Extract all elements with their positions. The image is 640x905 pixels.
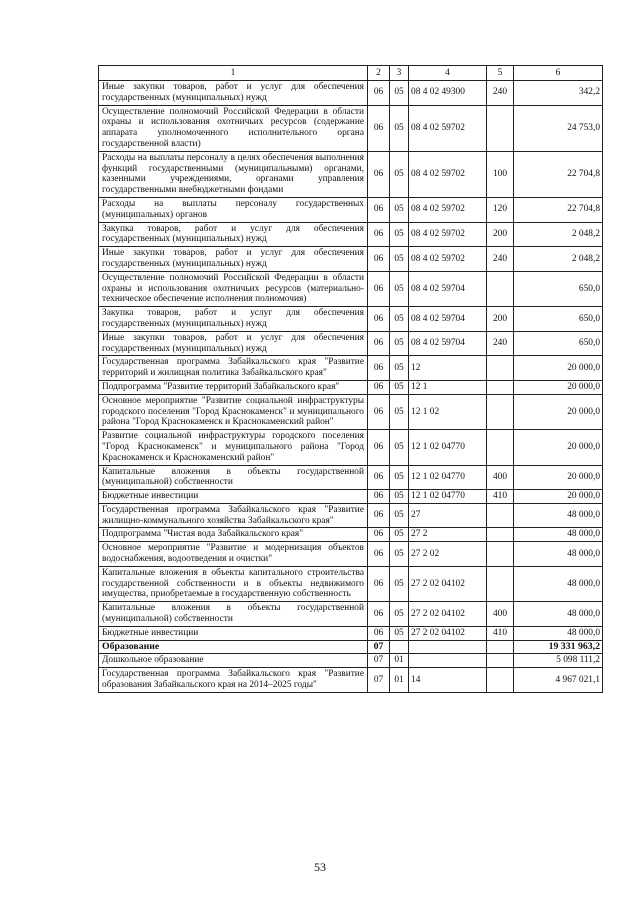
- row-target-code: 12 1 02 04770: [409, 430, 487, 465]
- row-subsection: 05: [390, 626, 409, 640]
- table-row: [99, 271, 603, 306]
- row-target-code: 27 2 02 04102: [409, 566, 487, 601]
- row-subsection: 05: [390, 151, 409, 197]
- table-row: [99, 430, 603, 465]
- row-expense-type: [487, 380, 514, 394]
- row-amount: 24 753,0: [514, 105, 603, 151]
- row-expense-type: 200: [487, 307, 514, 332]
- table-row: [99, 626, 603, 640]
- row-target-code: 08 4 02 59704: [409, 307, 487, 332]
- table-row: [99, 542, 603, 567]
- row-section: 06: [368, 380, 390, 394]
- row-subsection: 05: [390, 271, 409, 306]
- page-number: 53: [314, 860, 326, 874]
- row-target-code: 27 2 02: [409, 542, 487, 567]
- row-target-code: 14: [409, 668, 487, 693]
- row-subsection: 05: [390, 503, 409, 528]
- row-amount: 2 048,2: [514, 247, 603, 272]
- row-section: 06: [368, 151, 390, 197]
- row-expense-type: 120: [487, 197, 514, 222]
- row-target-code: 27 2: [409, 528, 487, 542]
- row-target-code: 27 2 02 04102: [409, 602, 487, 627]
- row-subsection: 05: [390, 331, 409, 356]
- row-name: Капитальные вложения в объекты капитального строительства государственной собственности и в объекты недвижимого имущества, приобретаемые в государственную собственность: [99, 566, 368, 601]
- table-row: [99, 490, 603, 504]
- row-section: 06: [368, 307, 390, 332]
- row-amount: 5 098 111,2: [514, 654, 603, 668]
- row-section: 07: [368, 640, 390, 654]
- row-amount: 22 704,8: [514, 151, 603, 197]
- row-amount: 20 000,0: [514, 490, 603, 504]
- row-amount: 20 000,0: [514, 465, 603, 490]
- row-section: 06: [368, 331, 390, 356]
- row-amount: 48 000,0: [514, 528, 603, 542]
- row-name: Иные закупки товаров, работ и услуг для обеспечения государственных (муниципальных) нужд: [99, 247, 368, 272]
- row-expense-type: [487, 640, 514, 654]
- table-row: [99, 566, 603, 601]
- row-name: Бюджетные инвестиции: [99, 626, 368, 640]
- table-row: [99, 307, 603, 332]
- column-header: 6: [514, 66, 603, 81]
- row-expense-type: [487, 566, 514, 601]
- row-subsection: 05: [390, 197, 409, 222]
- row-amount: 48 000,0: [514, 542, 603, 567]
- row-section: 06: [368, 503, 390, 528]
- row-name: Государственная программа Забайкальского края "Развитие жилищно-коммунального хозяйства Забайкальского края": [99, 503, 368, 528]
- column-header: 5: [487, 66, 514, 81]
- row-name: Подпрограмма "Развитие территорий Забайкальского края": [99, 380, 368, 394]
- row-section: 06: [368, 222, 390, 247]
- row-expense-type: 200: [487, 222, 514, 247]
- row-name: Государственная программа Забайкальского края "Развитие территорий и жилищная политика Забайкальского края": [99, 356, 368, 381]
- row-expense-type: [487, 542, 514, 567]
- row-section: 07: [368, 654, 390, 668]
- row-amount: 48 000,0: [514, 503, 603, 528]
- row-expense-type: 400: [487, 602, 514, 627]
- row-subsection: 01: [390, 654, 409, 668]
- row-subsection: 05: [390, 307, 409, 332]
- row-name: Закупка товаров, работ и услуг для обеспечения государственных (муниципальных) нужд: [99, 222, 368, 247]
- row-subsection: 05: [390, 528, 409, 542]
- row-expense-type: 240: [487, 247, 514, 272]
- row-name: Капитальные вложения в объекты государственной (муниципальной) собственности: [99, 602, 368, 627]
- header-row: [99, 66, 603, 81]
- row-section: 06: [368, 566, 390, 601]
- row-target-code: 08 4 02 59702: [409, 105, 487, 151]
- row-subsection: 05: [390, 566, 409, 601]
- row-amount: 19 331 963,2: [514, 640, 603, 654]
- table-row: [99, 151, 603, 197]
- row-name: Иные закупки товаров, работ и услуг для обеспечения государственных (муниципальных) нужд: [99, 81, 368, 106]
- budget-table-sheet: [98, 65, 602, 693]
- row-name: Подпрограмма "Чистая вода Забайкальского края": [99, 528, 368, 542]
- row-target-code: 08 4 02 59704: [409, 331, 487, 356]
- row-expense-type: 410: [487, 626, 514, 640]
- row-target-code: [409, 640, 487, 654]
- row-target-code: 12 1: [409, 380, 487, 394]
- row-name: Дошкольное образование: [99, 654, 368, 668]
- row-section: 06: [368, 528, 390, 542]
- row-amount: 48 000,0: [514, 566, 603, 601]
- table-row: [99, 81, 603, 106]
- row-amount: 20 000,0: [514, 356, 603, 381]
- row-amount: 48 000,0: [514, 602, 603, 627]
- row-subsection: 05: [390, 356, 409, 381]
- row-subsection: 01: [390, 668, 409, 693]
- table-row: [99, 668, 603, 693]
- row-expense-type: 100: [487, 151, 514, 197]
- row-section: 06: [368, 542, 390, 567]
- row-name: Основное мероприятие "Развитие социальной инфраструктуры городского поселения "Город Краснокаменск" и муниципального района "Город Краснокаменск и Краснокаменский район": [99, 394, 368, 429]
- row-expense-type: [487, 394, 514, 429]
- row-target-code: 12 1 02 04770: [409, 490, 487, 504]
- row-subsection: 05: [390, 465, 409, 490]
- row-name: Иные закупки товаров, работ и услуг для обеспечения государственных (муниципальных) нужд: [99, 331, 368, 356]
- table-row: [99, 465, 603, 490]
- row-name: Осуществление полномочий Российской Федерации в области охраны и использования охотничьих ресурсов (материально-техническое обеспечение исполнения полномочия): [99, 271, 368, 306]
- table-row: [99, 197, 603, 222]
- row-amount: 650,0: [514, 331, 603, 356]
- row-amount: 20 000,0: [514, 394, 603, 429]
- budget-table: [98, 65, 603, 693]
- row-section: 07: [368, 668, 390, 693]
- table-row: [99, 331, 603, 356]
- row-target-code: 27 2 02 04102: [409, 626, 487, 640]
- row-subsection: 05: [390, 490, 409, 504]
- row-section: 06: [368, 430, 390, 465]
- row-subsection: 05: [390, 247, 409, 272]
- table-row: [99, 356, 603, 381]
- column-header: 2: [368, 66, 390, 81]
- table-row: [99, 222, 603, 247]
- row-target-code: 12: [409, 356, 487, 381]
- row-expense-type: [487, 430, 514, 465]
- row-subsection: 05: [390, 222, 409, 247]
- column-header: 4: [409, 66, 487, 81]
- row-name: Образование: [99, 640, 368, 654]
- table-row: [99, 640, 603, 654]
- row-target-code: [409, 654, 487, 668]
- row-amount: 48 000,0: [514, 626, 603, 640]
- row-expense-type: [487, 503, 514, 528]
- row-target-code: 12 1 02: [409, 394, 487, 429]
- row-target-code: 08 4 02 59702: [409, 197, 487, 222]
- row-subsection: [390, 640, 409, 654]
- row-target-code: 08 4 02 59702: [409, 222, 487, 247]
- column-header: 3: [390, 66, 409, 81]
- row-expense-type: [487, 528, 514, 542]
- row-section: 06: [368, 602, 390, 627]
- row-target-code: 08 4 02 59702: [409, 247, 487, 272]
- row-name: Основное мероприятие "Развитие и модернизация объектов водоснабжения, водоотведения и очистки": [99, 542, 368, 567]
- row-subsection: 05: [390, 542, 409, 567]
- row-subsection: 05: [390, 105, 409, 151]
- row-expense-type: [487, 654, 514, 668]
- row-expense-type: 410: [487, 490, 514, 504]
- row-amount: 2 048,2: [514, 222, 603, 247]
- row-expense-type: 240: [487, 81, 514, 106]
- table-row: [99, 380, 603, 394]
- row-section: 06: [368, 626, 390, 640]
- row-section: 06: [368, 356, 390, 381]
- column-header: 1: [99, 66, 368, 81]
- row-target-code: 08 4 02 59702: [409, 151, 487, 197]
- row-amount: 20 000,0: [514, 380, 603, 394]
- table-row: [99, 654, 603, 668]
- row-expense-type: [487, 105, 514, 151]
- row-amount: 4 967 021,1: [514, 668, 603, 693]
- row-expense-type: [487, 668, 514, 693]
- row-name: Расходы на выплаты персоналу государственных (муниципальных) органов: [99, 197, 368, 222]
- table-row: [99, 105, 603, 151]
- row-subsection: 05: [390, 430, 409, 465]
- row-section: 06: [368, 394, 390, 429]
- row-target-code: 12 1 02 04770: [409, 465, 487, 490]
- row-amount: 650,0: [514, 271, 603, 306]
- row-subsection: 05: [390, 380, 409, 394]
- table-row: [99, 247, 603, 272]
- row-amount: 342,2: [514, 81, 603, 106]
- table-row: [99, 528, 603, 542]
- row-subsection: 05: [390, 81, 409, 106]
- row-amount: 20 000,0: [514, 430, 603, 465]
- row-name: Расходы на выплаты персоналу в целях обеспечения выполнения функций государственными (муниципальными) органами, казенными учреждениями, органами управления государственными внебюджетными фондами: [99, 151, 368, 197]
- row-expense-type: [487, 356, 514, 381]
- row-amount: 22 704,8: [514, 197, 603, 222]
- row-target-code: 08 4 02 49300: [409, 81, 487, 106]
- row-section: 06: [368, 105, 390, 151]
- row-expense-type: 400: [487, 465, 514, 490]
- budget-table-body: [99, 66, 603, 693]
- row-section: 06: [368, 247, 390, 272]
- row-name: Капитальные вложения в объекты государственной (муниципальной) собственности: [99, 465, 368, 490]
- row-subsection: 05: [390, 394, 409, 429]
- row-expense-type: [487, 271, 514, 306]
- row-section: 06: [368, 81, 390, 106]
- table-row: [99, 602, 603, 627]
- row-amount: 650,0: [514, 307, 603, 332]
- table-row: [99, 503, 603, 528]
- row-subsection: 05: [390, 602, 409, 627]
- row-name: Осуществление полномочий Российской Федерации в области охраны и использования охотничьих ресурсов (содержание аппарата уполномоченного исполнительного органа государственной власти): [99, 105, 368, 151]
- row-target-code: 27: [409, 503, 487, 528]
- row-section: 06: [368, 271, 390, 306]
- row-target-code: 08 4 02 59704: [409, 271, 487, 306]
- table-row: [99, 394, 603, 429]
- row-expense-type: 240: [487, 331, 514, 356]
- row-section: 06: [368, 197, 390, 222]
- row-name: Государственная программа Забайкальского края "Развитие образования Забайкальского края на 2014–2025 годы": [99, 668, 368, 693]
- row-name: Бюджетные инвестиции: [99, 490, 368, 504]
- row-section: 06: [368, 490, 390, 504]
- row-name: Закупка товаров, работ и услуг для обеспечения государственных (муниципальных) нужд: [99, 307, 368, 332]
- row-name: Развитие социальной инфраструктуры городского поселения "Город Краснокаменск" и муниципального района "Город Краснокаменск и Краснокаменский район": [99, 430, 368, 465]
- row-section: 06: [368, 465, 390, 490]
